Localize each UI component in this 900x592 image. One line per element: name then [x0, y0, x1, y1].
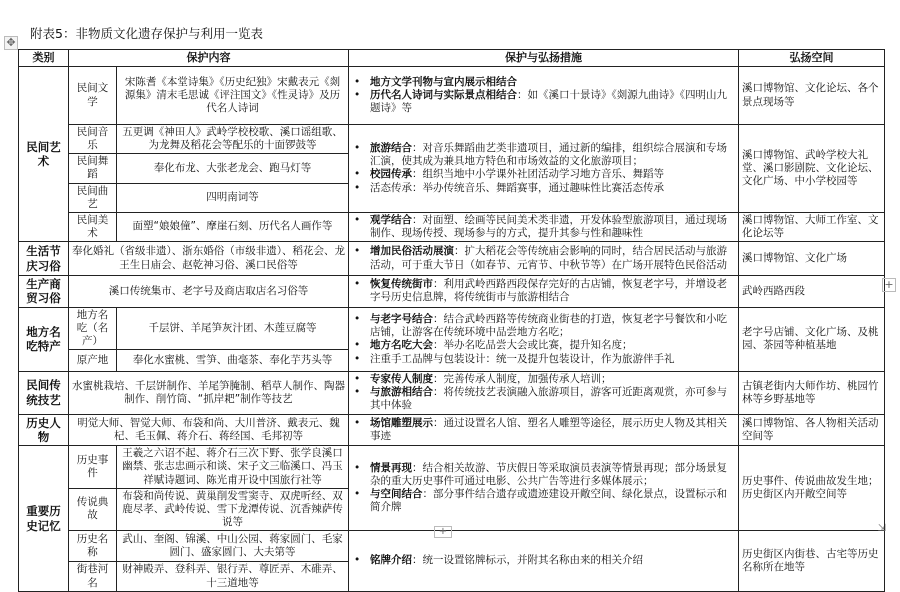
subcategory-cell: [69, 562, 117, 592]
measure-item: [370, 462, 735, 488]
space-cell-text: 历史街区内街巷、古宅等历史名称所在地等: [742, 547, 879, 573]
subcategory-cell-text: 地方名吃（名产）: [76, 308, 109, 347]
measure-title: 观学结合: [370, 213, 412, 226]
subcategory-cell: [69, 154, 117, 183]
measure-text: 活态传承：举办传统音乐、舞蹈赛事，通过趣味性比赛活态传承: [370, 181, 664, 194]
measure-text: ：对面塑、绘画等民间美术类非遗，开发体验型旅游项目，通过现场制作、现场传授、现场参与的方式，提升其参与性和趣味性: [370, 213, 727, 239]
space-cell-text: 溪口博物馆、文化广场: [742, 251, 847, 264]
measure-item: [370, 278, 735, 304]
content-cell-text: 明觉大师、智觉大师、布袋和尚、大川普济、戴表元、魏杞、毛玉佩、蒋介石、蒋经国、毛邦初等: [77, 416, 340, 442]
measure-title: 旅游结合: [370, 142, 412, 155]
measures-cell: [349, 212, 739, 241]
measure-item: [370, 76, 735, 89]
table-move-handle-icon[interactable]: ✥: [4, 36, 18, 50]
content-cell-text: 财神殿弄、登科弄、银行弄、尊匠弄、木碓弄、十三道地等: [122, 563, 343, 589]
measure-title: 地方文学刊物与宣内展示相结合: [370, 75, 517, 88]
space-cell-text: 历史事件、传说曲故发生地；历史街区内开敞空间等: [742, 475, 879, 501]
table-row: [19, 414, 885, 446]
measure-text: ：通过设置名人馆、塑名人雕塑等途径，展示历史人物及其相关事迹: [370, 416, 727, 442]
content-cell: [117, 350, 349, 372]
measure-item: [370, 214, 735, 240]
table-resize-icon[interactable]: ⇲: [877, 523, 886, 534]
space-cell: [739, 276, 885, 308]
content-cell: [69, 372, 349, 414]
space-cell: [739, 212, 885, 241]
measure-title: 与空间结合: [370, 488, 423, 501]
measure-text: ：举办名吃品尝大会或比赛，提升知名度；: [433, 339, 633, 352]
category-cell: [19, 414, 69, 446]
content-cell: [117, 125, 349, 154]
subcategory-cell: [69, 531, 117, 562]
measures-cell: [349, 414, 739, 446]
table-row: [19, 242, 885, 276]
category-cell: [19, 242, 69, 276]
subcategory-cell: [69, 125, 117, 154]
subcategory-cell: [69, 212, 117, 241]
table-row: [19, 212, 885, 241]
measure-title: 恢复传统街市: [370, 278, 433, 291]
subcategory-cell-text: 历史名称: [76, 532, 109, 558]
measure-item: [370, 142, 735, 168]
space-cell-text: 古镇老街内大师作坊、桃园竹林等乡野基地等: [742, 379, 879, 405]
space-cell: [739, 414, 885, 446]
content-cell: [117, 154, 349, 183]
measure-item: [370, 182, 735, 195]
measure-text: ：统一设置铭牌标示，并附其名称由来的相关介绍: [412, 554, 643, 567]
content-cell-text: 王羲之六诏不起、蒋介石三次下野、张学良溪口幽禁、张志忠画示和谈、宋子文三临溪口、冯玉祥赋诗题词、陈光甫开设中国旅行社等: [122, 447, 343, 486]
content-cell: [69, 242, 349, 276]
space-cell: [739, 307, 885, 371]
measure-title: 情景再现: [370, 461, 412, 474]
content-cell: [117, 212, 349, 241]
measures-cell: [349, 242, 739, 276]
measure-text: ：完善传承人制度，加强传承人培训；: [433, 373, 612, 386]
subcategory-cell-text: 历史事件: [76, 453, 109, 479]
measures-cell: [349, 276, 739, 308]
subcategory-cell: [69, 67, 117, 125]
header-space: 弘扬空间: [739, 50, 885, 67]
content-cell-text: 奉化水蜜桃、雪笋、曲毫茶、奉化芋艿头等: [132, 354, 333, 367]
space-cell-text: 武岭西路西段: [742, 284, 805, 297]
measure-text: ：利用武岭西路西段保存完好的古店铺，恢复老字号，并增设老字号历史信息牌，将传统街市与旅游相结合: [370, 278, 727, 304]
subcategory-cell-text: 原产地: [76, 354, 109, 367]
content-cell-text: 四明南词等: [206, 191, 259, 204]
header-category: 类别: [19, 50, 69, 67]
measure-text: ：结合相关故游、节庆假日等采取演员表演等情景再现；部分场景复杂的重大历史事件可通过电影、公共广告等进行多媒体展示；: [370, 461, 727, 487]
measure-text: 注重手工品牌与包装设计：统一及提升包装设计，作为旅游伴手礼: [370, 352, 675, 365]
category-cell: [19, 276, 69, 308]
category-cell: [19, 446, 69, 592]
measure-title: 场馆雕塑展示: [370, 416, 433, 429]
space-cell: [739, 242, 885, 276]
table-row: [19, 372, 885, 414]
subcategory-cell-text: 民间舞蹈: [76, 155, 109, 181]
content-cell-text: 面塑“娘娘僮”、摩崖石刻、历代名人画作等: [132, 220, 333, 233]
table-row: [19, 446, 885, 488]
category-cell: [19, 67, 69, 242]
space-cell-text: 溪口博物馆、武岭学校大礼堂、溪口影剧院、文化论坛、文化广场、中小学校园等: [742, 148, 879, 187]
subcategory-cell: [69, 446, 117, 488]
space-cell: [739, 372, 885, 414]
header-measures: 保护与弘扬措施: [349, 50, 739, 67]
measure-text: ：将传统技艺表演融入旅游项目，游客可近距离观赏，亦可参与其中体验: [370, 386, 727, 412]
content-cell: [117, 183, 349, 212]
measure-item: [370, 313, 735, 339]
measure-text: ：部分事件结合遗存或遗迹建设开敞空间、绿化景点，设置标示和简介牌: [370, 488, 727, 514]
header-row: [19, 50, 885, 67]
subcategory-cell: [69, 307, 117, 349]
category-cell-text: 生产商贸习俗: [26, 277, 61, 306]
measure-title: 铭牌介绍: [370, 554, 412, 567]
space-cell-text: 溪口博物馆、各人物相关活动空间等: [742, 416, 879, 442]
content-cell-text: 布袋和尚传说、黄巢削发雪窦寺、双虎听经、双鹿尽孝、武岭传说、雪下龙潭传说、沉香辣萨传说等: [122, 489, 343, 528]
measure-item: [370, 339, 735, 352]
space-cell: [739, 67, 885, 125]
measure-item: [370, 373, 735, 386]
measure-text: ：如《溪口十景诗》《剡源九曲诗》《四明山九题诗》等: [370, 88, 727, 115]
heritage-table: [18, 49, 885, 592]
measure-item: [370, 353, 735, 366]
content-cell-text: 溪口传统集市、老字号及商店取店名习俗等: [108, 284, 309, 297]
content-cell: [117, 67, 349, 125]
table-row: [19, 276, 885, 308]
content-cell: [117, 307, 349, 349]
content-cell-text: 千层饼、羊尾笋灰汁团、木莲豆腐等: [148, 321, 317, 334]
subcategory-cell: [69, 183, 117, 212]
measure-text: ：扩大稻花会等传统庙会影响的同时，结合居民活动与旅游活动，可于重大节日（如春节、元宵节、中秋节等）在广场开展特色民俗活动: [370, 245, 727, 271]
measure-text: ：组织当地中小学课外社团活动学习地方音乐、舞蹈等: [412, 168, 664, 181]
category-cell-text: 重要历史记忆: [26, 504, 61, 533]
content-cell-text: 武山、奎阁、锦溪、中山公园、蒋家圆门、毛家圆门、盛家圆门、大夫第等: [122, 532, 343, 558]
content-cell: [117, 446, 349, 488]
measure-item: [370, 168, 735, 181]
measures-cell: [349, 125, 739, 213]
measures-cell: [349, 307, 739, 371]
measure-title: 与旅游相结合: [370, 386, 433, 399]
measure-item: [370, 554, 735, 567]
content-cell: [117, 562, 349, 592]
measures-cell: [349, 372, 739, 414]
content-cell: [69, 276, 349, 308]
measure-text: ：对音乐舞蹈曲艺类非遗项目，通过新的编排，组织综合展演和专场汇演，使其成为兼具地方特色和市场效益的文化旅游项目；: [370, 142, 727, 168]
content-cell-text: 奉化布龙、大张老龙会、跑马灯等: [153, 161, 312, 174]
measure-title: 增加民俗活动展演: [370, 245, 454, 258]
content-cell: [117, 488, 349, 530]
subcategory-cell: [69, 488, 117, 530]
content-cell-text: 五更调《神田人》武岭学校校歌、溪口谣组歌、为龙舞及稻花会等配乐的十面锣鼓等: [122, 126, 343, 152]
content-cell-text: 水蜜桃栽培、千层饼制作、羊尾笋腌制、稻草人制作、陶器制作、削竹筒、“抓岸耙”制作等技艺: [72, 379, 345, 405]
space-cell-text: 老字号店铺、文化广场、及桃园、茶园等种植基地: [742, 326, 879, 352]
category-cell: [19, 307, 69, 371]
subcategory-cell-text: 民间曲艺: [76, 184, 109, 210]
content-cell: [69, 414, 349, 446]
measure-item: [370, 245, 735, 271]
category-cell-text: 民间传统技艺: [26, 378, 61, 407]
space-cell: [739, 125, 885, 213]
subcategory-cell-text: 民间音乐: [76, 126, 109, 152]
space-cell-text: 溪口博物馆、大师工作室、文化论坛等: [742, 213, 879, 239]
subcategory-cell-text: 民间文学: [76, 82, 109, 108]
measures-cell: [349, 446, 739, 531]
measure-title: 与老字号结合: [370, 313, 433, 326]
space-cell-text: 溪口博物馆、文化论坛、各个景点现场等: [742, 82, 879, 108]
measure-item: [370, 488, 735, 514]
measure-title: 地方名吃大会: [370, 339, 433, 352]
content-cell: [117, 531, 349, 562]
category-cell: [19, 372, 69, 414]
content-cell-text: 奉化婚礼（省级非遗）、浙东婚俗（市级非遗）、稻花会、龙王生日庙会、赵乾神习俗、溪口民俗等: [72, 245, 345, 271]
measure-item: [370, 417, 735, 443]
measure-title: 历代名人诗词与实际景点相结合: [370, 88, 517, 101]
category-cell-text: 民间艺术: [26, 139, 61, 168]
add-column-icon[interactable]: +: [882, 278, 896, 292]
measure-item: [370, 89, 735, 115]
category-cell-text: 生活节庆习俗: [26, 244, 61, 273]
table-row: [19, 67, 885, 125]
space-cell: [739, 446, 885, 531]
measure-title: 校园传承: [370, 168, 412, 181]
subcategory-cell-text: 民间美术: [76, 213, 109, 239]
measure-item: [370, 386, 735, 412]
add-row-icon[interactable]: +: [434, 526, 452, 538]
measure-text: ：结合武岭西路等传统商业街巷的打造，恢复老字号餐饮和小吃店铺，让游客在传统环境中品尝地方名吃；: [370, 313, 727, 339]
category-cell-text: 地方名吃特产: [26, 325, 61, 354]
subcategory-cell-text: 街巷河名: [76, 563, 109, 589]
table-caption: 附表5：非物质文化遗存保护与利用一览表: [30, 26, 263, 41]
measure-title: 专家传人制度: [370, 373, 433, 386]
table-row: [19, 307, 885, 349]
category-cell-text: 历史人物: [26, 415, 61, 444]
header-content: 保护内容: [69, 50, 349, 67]
subcategory-cell: [69, 350, 117, 372]
content-cell-text: 宋陈耆《本堂诗集》《历史纪独》宋戴表元《剡源集》清末毛思诚《评注国文》《性灵诗》及历代名人诗词: [124, 75, 341, 115]
measures-cell: [349, 67, 739, 125]
subcategory-cell-text: 传说典故: [76, 496, 109, 522]
table-row: [19, 125, 885, 154]
